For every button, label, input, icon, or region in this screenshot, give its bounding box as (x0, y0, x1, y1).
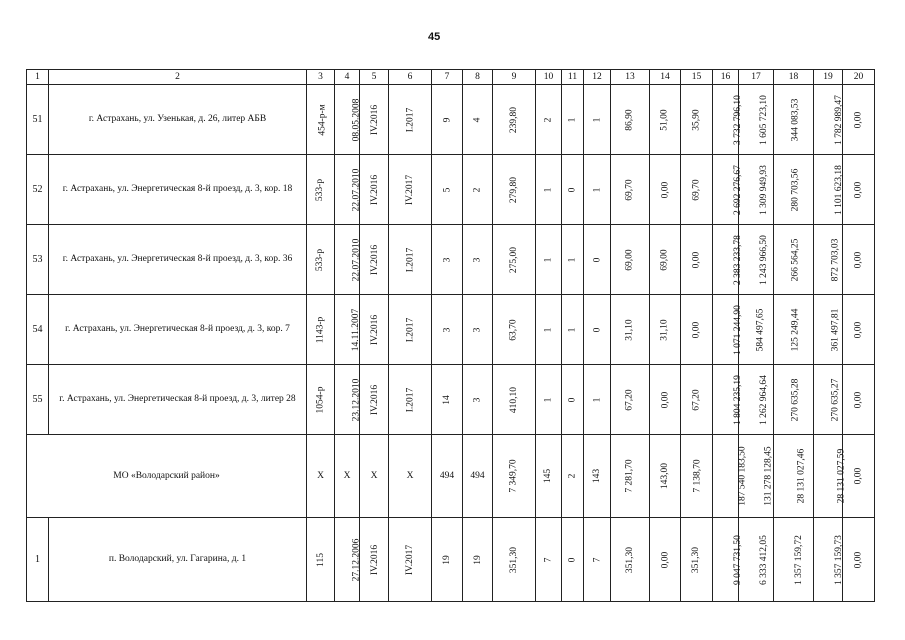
value-cell-c3 (307, 518, 335, 602)
header-cell: 16 (713, 70, 739, 85)
value-cell-c8-text: 3 (472, 397, 483, 402)
value-cell-c11 (562, 225, 584, 295)
total-cell-c19 (814, 435, 847, 518)
table-row (27, 85, 875, 155)
value-cell-c16 (713, 365, 743, 435)
value-cell-c3 (307, 295, 335, 365)
value-cell-c16 (713, 225, 743, 295)
total-cell-c18 (774, 435, 814, 518)
header-cell: 7 (432, 70, 463, 85)
header-cell: 9 (493, 70, 536, 85)
capital-repair-table (26, 69, 875, 602)
value-cell-c11-text: 1 (567, 327, 578, 332)
value-cell-c14-text: 0,00 (660, 181, 670, 198)
value-cell-c4 (335, 155, 360, 225)
page-number: 45 (428, 31, 441, 43)
value-cell-c18-text: 125 249,44 (790, 308, 801, 351)
header-cell: 15 (681, 70, 713, 85)
row-number: 53 (27, 225, 49, 295)
value-cell-c12-text: 0 (592, 257, 602, 262)
value-cell-c14 (650, 85, 681, 155)
value-cell-c20-text: 0,00 (853, 251, 864, 268)
value-cell-c11 (562, 365, 584, 435)
value-cell-c18-text: 1 357 159,72 (793, 534, 804, 585)
value-cell-c14 (650, 225, 681, 295)
value-cell-c6 (389, 518, 432, 602)
value-cell-c17 (739, 295, 774, 365)
header-cell: 3 (307, 70, 335, 85)
value-cell-c12-text: 1 (592, 117, 602, 122)
value-cell-c9 (493, 295, 536, 365)
value-cell-c15-text: 67,20 (691, 388, 702, 411)
value-cell-c9-text: 279,80 (509, 176, 519, 203)
header-cell: 11 (562, 70, 584, 85)
value-cell-c12-text: 0 (592, 327, 602, 332)
address-cell: г. Астрахань, ул. Энергетическая 8-й проезд, д. 3, кор. 7 (49, 295, 307, 365)
value-cell-c8 (463, 518, 493, 602)
address-cell: г. Астрахань, ул. Энергетическая 8-й проезд, д. 3, литер 28 (49, 365, 307, 435)
value-cell-c20 (843, 518, 875, 602)
value-cell-c3-text: 115 (315, 552, 326, 567)
value-cell-c17-text: 1 262 964,64 (758, 374, 769, 425)
value-cell-c11-text: 1 (567, 117, 578, 122)
value-cell-c4-text: 23.12.2010 (351, 378, 362, 421)
total-cell-c20-text: 0,00 (853, 467, 864, 485)
value-cell-c10-text: 1 (543, 397, 554, 402)
table-row (27, 365, 875, 435)
value-cell-c14 (650, 365, 681, 435)
value-cell-c6-text: I.2017 (404, 317, 415, 342)
value-cell-c15-text: 0,00 (691, 321, 702, 338)
value-cell-c9 (493, 85, 536, 155)
row-number: 1 (27, 518, 49, 602)
value-cell-c18-text: 344 083,53 (790, 98, 801, 141)
value-cell-c17-text: 584 497,65 (755, 308, 766, 351)
total-cell-c9 (493, 435, 536, 518)
value-cell-c12-text: 1 (592, 187, 602, 192)
value-cell-c12 (584, 518, 611, 602)
value-cell-c12 (584, 365, 611, 435)
value-cell-c4 (335, 295, 360, 365)
value-cell-c5 (360, 85, 389, 155)
value-cell-c16 (713, 518, 743, 602)
value-cell-c6-text: IV.2017 (405, 174, 415, 205)
value-cell-c8-text: 4 (472, 117, 483, 122)
header-cell: 14 (650, 70, 681, 85)
value-cell-c18-text: 270 635,28 (790, 378, 801, 421)
header-cell: 5 (360, 70, 389, 85)
value-cell-c20 (843, 225, 875, 295)
value-cell-c13 (611, 365, 650, 435)
value-cell-c16-text: 2 692 276,67 (732, 164, 743, 215)
value-cell-c11-text: 0 (567, 397, 578, 402)
total-cell-c5: Х (360, 435, 389, 518)
value-cell-c12 (584, 225, 611, 295)
total-cell-c16-text: 187 540 183,50 (737, 446, 748, 506)
value-cell-c17-text: 1 309 949,93 (758, 164, 769, 215)
total-cell-c12 (584, 435, 611, 518)
header-cell: 1 (27, 70, 49, 85)
value-cell-c17 (739, 225, 774, 295)
total-cell-c17-text: 131 278 128,45 (763, 446, 774, 506)
value-cell-c9-text: 351,30 (509, 546, 519, 573)
value-cell-c3 (307, 155, 335, 225)
total-cell-c11-text: 2 (567, 473, 578, 479)
total-cell-c15-text: 7 138,70 (692, 459, 703, 493)
value-cell-c15-text: 351,30 (691, 546, 702, 573)
total-cell-c4: Х (335, 435, 360, 518)
value-cell-c12 (584, 85, 611, 155)
value-cell-c11 (562, 155, 584, 225)
value-cell-c9-text: 410,10 (509, 386, 519, 413)
value-cell-c7-text: 14 (442, 394, 452, 405)
value-cell-c16-text: 3 732 796,10 (732, 94, 743, 145)
value-cell-c15 (681, 155, 713, 225)
value-cell-c6-text: I.2017 (404, 247, 415, 272)
value-cell-c18 (774, 225, 814, 295)
district-total-row (27, 435, 875, 518)
value-cell-c16 (713, 85, 743, 155)
value-cell-c14 (650, 155, 681, 225)
value-cell-c7 (432, 225, 463, 295)
total-cell-c13 (611, 435, 650, 518)
header-cell: 8 (463, 70, 493, 85)
value-cell-c5-text: IV.2016 (370, 314, 381, 345)
value-cell-c18-text: 280 703,56 (790, 168, 801, 211)
value-cell-c11-text: 1 (567, 257, 578, 262)
value-cell-c5 (360, 518, 389, 602)
header-cell: 18 (774, 70, 814, 85)
value-cell-c6 (389, 295, 432, 365)
total-cell-c14-text: 143,00 (660, 462, 670, 490)
header-cell: 13 (611, 70, 650, 85)
row-number: 51 (27, 85, 49, 155)
value-cell-c14 (650, 295, 681, 365)
value-cell-c13-text: 351,30 (625, 546, 635, 573)
value-cell-c3-text: 1143-р (315, 316, 326, 343)
value-cell-c8-text: 3 (472, 257, 483, 262)
value-cell-c9-text: 275,00 (509, 246, 519, 273)
value-cell-c19-text: 1 101 623,18 (833, 164, 844, 215)
value-cell-c12-text: 1 (592, 397, 602, 402)
value-cell-c18 (774, 518, 814, 602)
value-cell-c13-text: 69,00 (625, 248, 635, 271)
address-cell: г. Астрахань, ул. Энергетическая 8-й проезд, д. 3, кор. 36 (49, 225, 307, 295)
value-cell-c18 (774, 295, 814, 365)
total-cell-c16 (713, 435, 748, 518)
value-cell-c13-text: 67,20 (625, 388, 635, 411)
header-cell: 20 (843, 70, 875, 85)
value-cell-c20-text: 0,00 (853, 321, 864, 338)
value-cell-c18 (774, 155, 814, 225)
value-cell-c15 (681, 225, 713, 295)
value-cell-c5 (360, 365, 389, 435)
value-cell-c15-text: 69,70 (691, 178, 702, 201)
value-cell-c20-text: 0,00 (853, 111, 864, 128)
value-cell-c10 (536, 518, 562, 602)
value-cell-c16-text: 1 071 244,90 (732, 304, 743, 355)
value-cell-c20 (843, 365, 875, 435)
value-cell-c6 (389, 85, 432, 155)
value-cell-c19-text: 1 782 989,47 (833, 94, 844, 145)
header-cell: 19 (814, 70, 843, 85)
total-cell-c3: Х (307, 435, 335, 518)
value-cell-c14-text: 0,00 (660, 551, 670, 568)
value-cell-c3-text: 1054-р (315, 386, 326, 413)
value-cell-c7 (432, 365, 463, 435)
value-cell-c7-text: 3 (442, 327, 452, 332)
value-cell-c12 (584, 295, 611, 365)
value-cell-c14 (650, 518, 681, 602)
value-cell-c7-text: 3 (442, 257, 452, 262)
value-cell-c11-text: 0 (567, 187, 578, 192)
value-cell-c10 (536, 155, 562, 225)
value-cell-c14-text: 0,00 (660, 391, 670, 408)
value-cell-c19 (814, 155, 843, 225)
total-cell-c15 (681, 435, 713, 518)
value-cell-c6 (389, 155, 432, 225)
value-cell-c5-text: IV.2016 (370, 104, 381, 135)
value-cell-c11 (562, 295, 584, 365)
value-cell-c10-text: 1 (543, 187, 554, 192)
value-cell-c19-text: 872 703,03 (830, 238, 841, 281)
header-cell: 4 (335, 70, 360, 85)
value-cell-c12-text: 7 (592, 557, 602, 562)
value-cell-c19 (814, 518, 843, 602)
value-cell-c16-text: 2 383 233,78 (732, 234, 743, 285)
value-cell-c8-text: 19 (472, 554, 483, 565)
value-cell-c4-text: 22.07.2010 (351, 238, 362, 281)
value-cell-c8-text: 3 (472, 327, 483, 332)
value-cell-c15 (681, 85, 713, 155)
value-cell-c19 (814, 225, 843, 295)
value-cell-c17 (739, 155, 774, 225)
value-cell-c13 (611, 225, 650, 295)
table-row (27, 295, 875, 365)
header-row (27, 70, 875, 85)
value-cell-c6-text: I.2017 (404, 387, 415, 412)
value-cell-c7-text: 19 (442, 554, 452, 565)
value-cell-c4-text: 08.05.2008 (351, 98, 362, 141)
value-cell-c15 (681, 518, 713, 602)
value-cell-c8 (463, 85, 493, 155)
row-number: 52 (27, 155, 49, 225)
value-cell-c4 (335, 225, 360, 295)
value-cell-c4 (335, 85, 360, 155)
total-cell-c10 (536, 435, 562, 518)
value-cell-c20-text: 0,00 (853, 181, 864, 198)
value-cell-c3 (307, 85, 335, 155)
value-cell-c9-text: 239,80 (509, 106, 519, 133)
value-cell-c3 (307, 225, 335, 295)
value-cell-c5-text: IV.2016 (370, 174, 381, 205)
header-cell: 12 (584, 70, 611, 85)
value-cell-c10-text: 7 (543, 557, 554, 562)
value-cell-c17 (739, 365, 774, 435)
total-cell-c12-text: 143 (592, 468, 602, 484)
value-cell-c5 (360, 155, 389, 225)
value-cell-c16 (713, 155, 743, 225)
value-cell-c8-text: 2 (472, 187, 483, 192)
total-cell-c11 (562, 435, 584, 518)
address-cell: п. Володарский, ул. Гагарина, д. 1 (49, 518, 307, 602)
value-cell-c19 (814, 85, 843, 155)
value-cell-c15-text: 35,90 (691, 108, 702, 131)
value-cell-c4-text: 27.12.2006 (351, 538, 362, 581)
value-cell-c13 (611, 518, 650, 602)
value-cell-c13 (611, 155, 650, 225)
value-cell-c18-text: 266 564,25 (790, 238, 801, 281)
total-cell-c7: 494 (432, 435, 463, 518)
value-cell-c7 (432, 155, 463, 225)
value-cell-c10-text: 2 (543, 117, 554, 122)
value-cell-c18 (774, 85, 814, 155)
value-cell-c11 (562, 85, 584, 155)
header-cell: 6 (389, 70, 432, 85)
value-cell-c9 (493, 518, 536, 602)
value-cell-c10 (536, 225, 562, 295)
total-cell-c13-text: 7 281,70 (625, 459, 635, 493)
value-cell-c19 (814, 365, 843, 435)
value-cell-c6-text: I.2017 (404, 107, 415, 132)
value-cell-c19-text: 1 357 159,73 (833, 534, 844, 585)
table-row (27, 518, 875, 602)
value-cell-c15 (681, 295, 713, 365)
total-cell-c8: 494 (463, 435, 493, 518)
total-cell-c18-text: 28 131 027,46 (796, 448, 807, 504)
value-cell-c11 (562, 518, 584, 602)
value-cell-c10 (536, 85, 562, 155)
total-cell-c19-text: 28 131 027,59 (836, 448, 847, 504)
value-cell-c12 (584, 155, 611, 225)
value-cell-c9 (493, 225, 536, 295)
value-cell-c10-text: 1 (543, 257, 554, 262)
header-cell: 2 (49, 70, 307, 85)
value-cell-c20-text: 0,00 (853, 391, 864, 408)
value-cell-c7 (432, 295, 463, 365)
value-cell-c8 (463, 225, 493, 295)
value-cell-c7 (432, 518, 463, 602)
header-cell: 10 (536, 70, 562, 85)
value-cell-c8 (463, 155, 493, 225)
value-cell-c17 (739, 85, 774, 155)
value-cell-c3-text: 533-р (315, 178, 326, 201)
row-number: 55 (27, 365, 49, 435)
value-cell-c13 (611, 295, 650, 365)
value-cell-c17-text: 6 333 412,05 (758, 534, 769, 585)
value-cell-c8 (463, 295, 493, 365)
address-cell: г. Астрахань, ул. Энергетическая 8-й проезд, д. 3, кор. 18 (49, 155, 307, 225)
value-cell-c10 (536, 365, 562, 435)
value-cell-c9 (493, 365, 536, 435)
value-cell-c13-text: 31,10 (625, 318, 635, 341)
value-cell-c16-text: 1 804 235,19 (732, 374, 743, 425)
value-cell-c9-text: 63,70 (509, 318, 519, 341)
total-cell-c10-text: 145 (543, 468, 554, 484)
total-cell-c20 (843, 435, 875, 518)
total-cell-c6: Х (389, 435, 432, 518)
value-cell-c13-text: 86,90 (625, 108, 635, 131)
value-cell-c20 (843, 85, 875, 155)
total-cell-c9-text: 7 349,70 (509, 459, 519, 493)
value-cell-c5 (360, 295, 389, 365)
value-cell-c4-text: 14.11.2007 (351, 308, 362, 351)
value-cell-c11-text: 0 (567, 557, 578, 562)
value-cell-c10 (536, 295, 562, 365)
value-cell-c20-text: 0,00 (853, 551, 864, 568)
value-cell-c8 (463, 365, 493, 435)
value-cell-c3-text: 533-р (315, 248, 326, 271)
value-cell-c7 (432, 85, 463, 155)
value-cell-c14-text: 51,00 (660, 108, 670, 131)
value-cell-c4-text: 22.07.2010 (351, 168, 362, 211)
value-cell-c5 (360, 225, 389, 295)
value-cell-c6-text: IV.2017 (405, 544, 415, 575)
value-cell-c7-text: 5 (442, 187, 452, 192)
value-cell-c18 (774, 365, 814, 435)
value-cell-c7-text: 9 (442, 117, 452, 122)
value-cell-c17 (739, 518, 774, 602)
value-cell-c3-text: 454-р-м (317, 103, 328, 136)
value-cell-c17-text: 1 605 723,10 (758, 94, 769, 145)
address-cell: г. Астрахань, ул. Узенькая, д. 26, литер АБВ (49, 85, 307, 155)
row-number: 54 (27, 295, 49, 365)
value-cell-c5-text: IV.2016 (370, 384, 381, 415)
value-cell-c5-text: IV.2016 (370, 244, 381, 275)
value-cell-c16 (713, 295, 743, 365)
value-cell-c13 (611, 85, 650, 155)
value-cell-c19 (814, 295, 843, 365)
value-cell-c15-text: 0,00 (691, 251, 702, 268)
value-cell-c9 (493, 155, 536, 225)
value-cell-c6 (389, 365, 432, 435)
value-cell-c3 (307, 365, 335, 435)
value-cell-c6 (389, 225, 432, 295)
table-row (27, 225, 875, 295)
value-cell-c20 (843, 295, 875, 365)
value-cell-c4 (335, 365, 360, 435)
value-cell-c20 (843, 155, 875, 225)
value-cell-c14-text: 69,00 (660, 248, 670, 271)
value-cell-c5-text: IV.2016 (370, 544, 381, 575)
value-cell-c17-text: 1 243 966,50 (758, 234, 769, 285)
value-cell-c14-text: 31,10 (660, 318, 670, 341)
value-cell-c15 (681, 365, 713, 435)
total-cell-c14 (650, 435, 681, 518)
table-row (27, 155, 875, 225)
header-cell: 17 (739, 70, 774, 85)
value-cell-c13-text: 69,70 (625, 178, 635, 201)
value-cell-c19-text: 361 497,81 (830, 308, 841, 351)
value-cell-c10-text: 1 (543, 327, 554, 332)
district-label: МО «Володарский район» (27, 435, 307, 518)
value-cell-c4 (335, 518, 360, 602)
value-cell-c16-text: 9 047 731,50 (732, 534, 743, 585)
value-cell-c19-text: 270 635,27 (830, 378, 841, 421)
